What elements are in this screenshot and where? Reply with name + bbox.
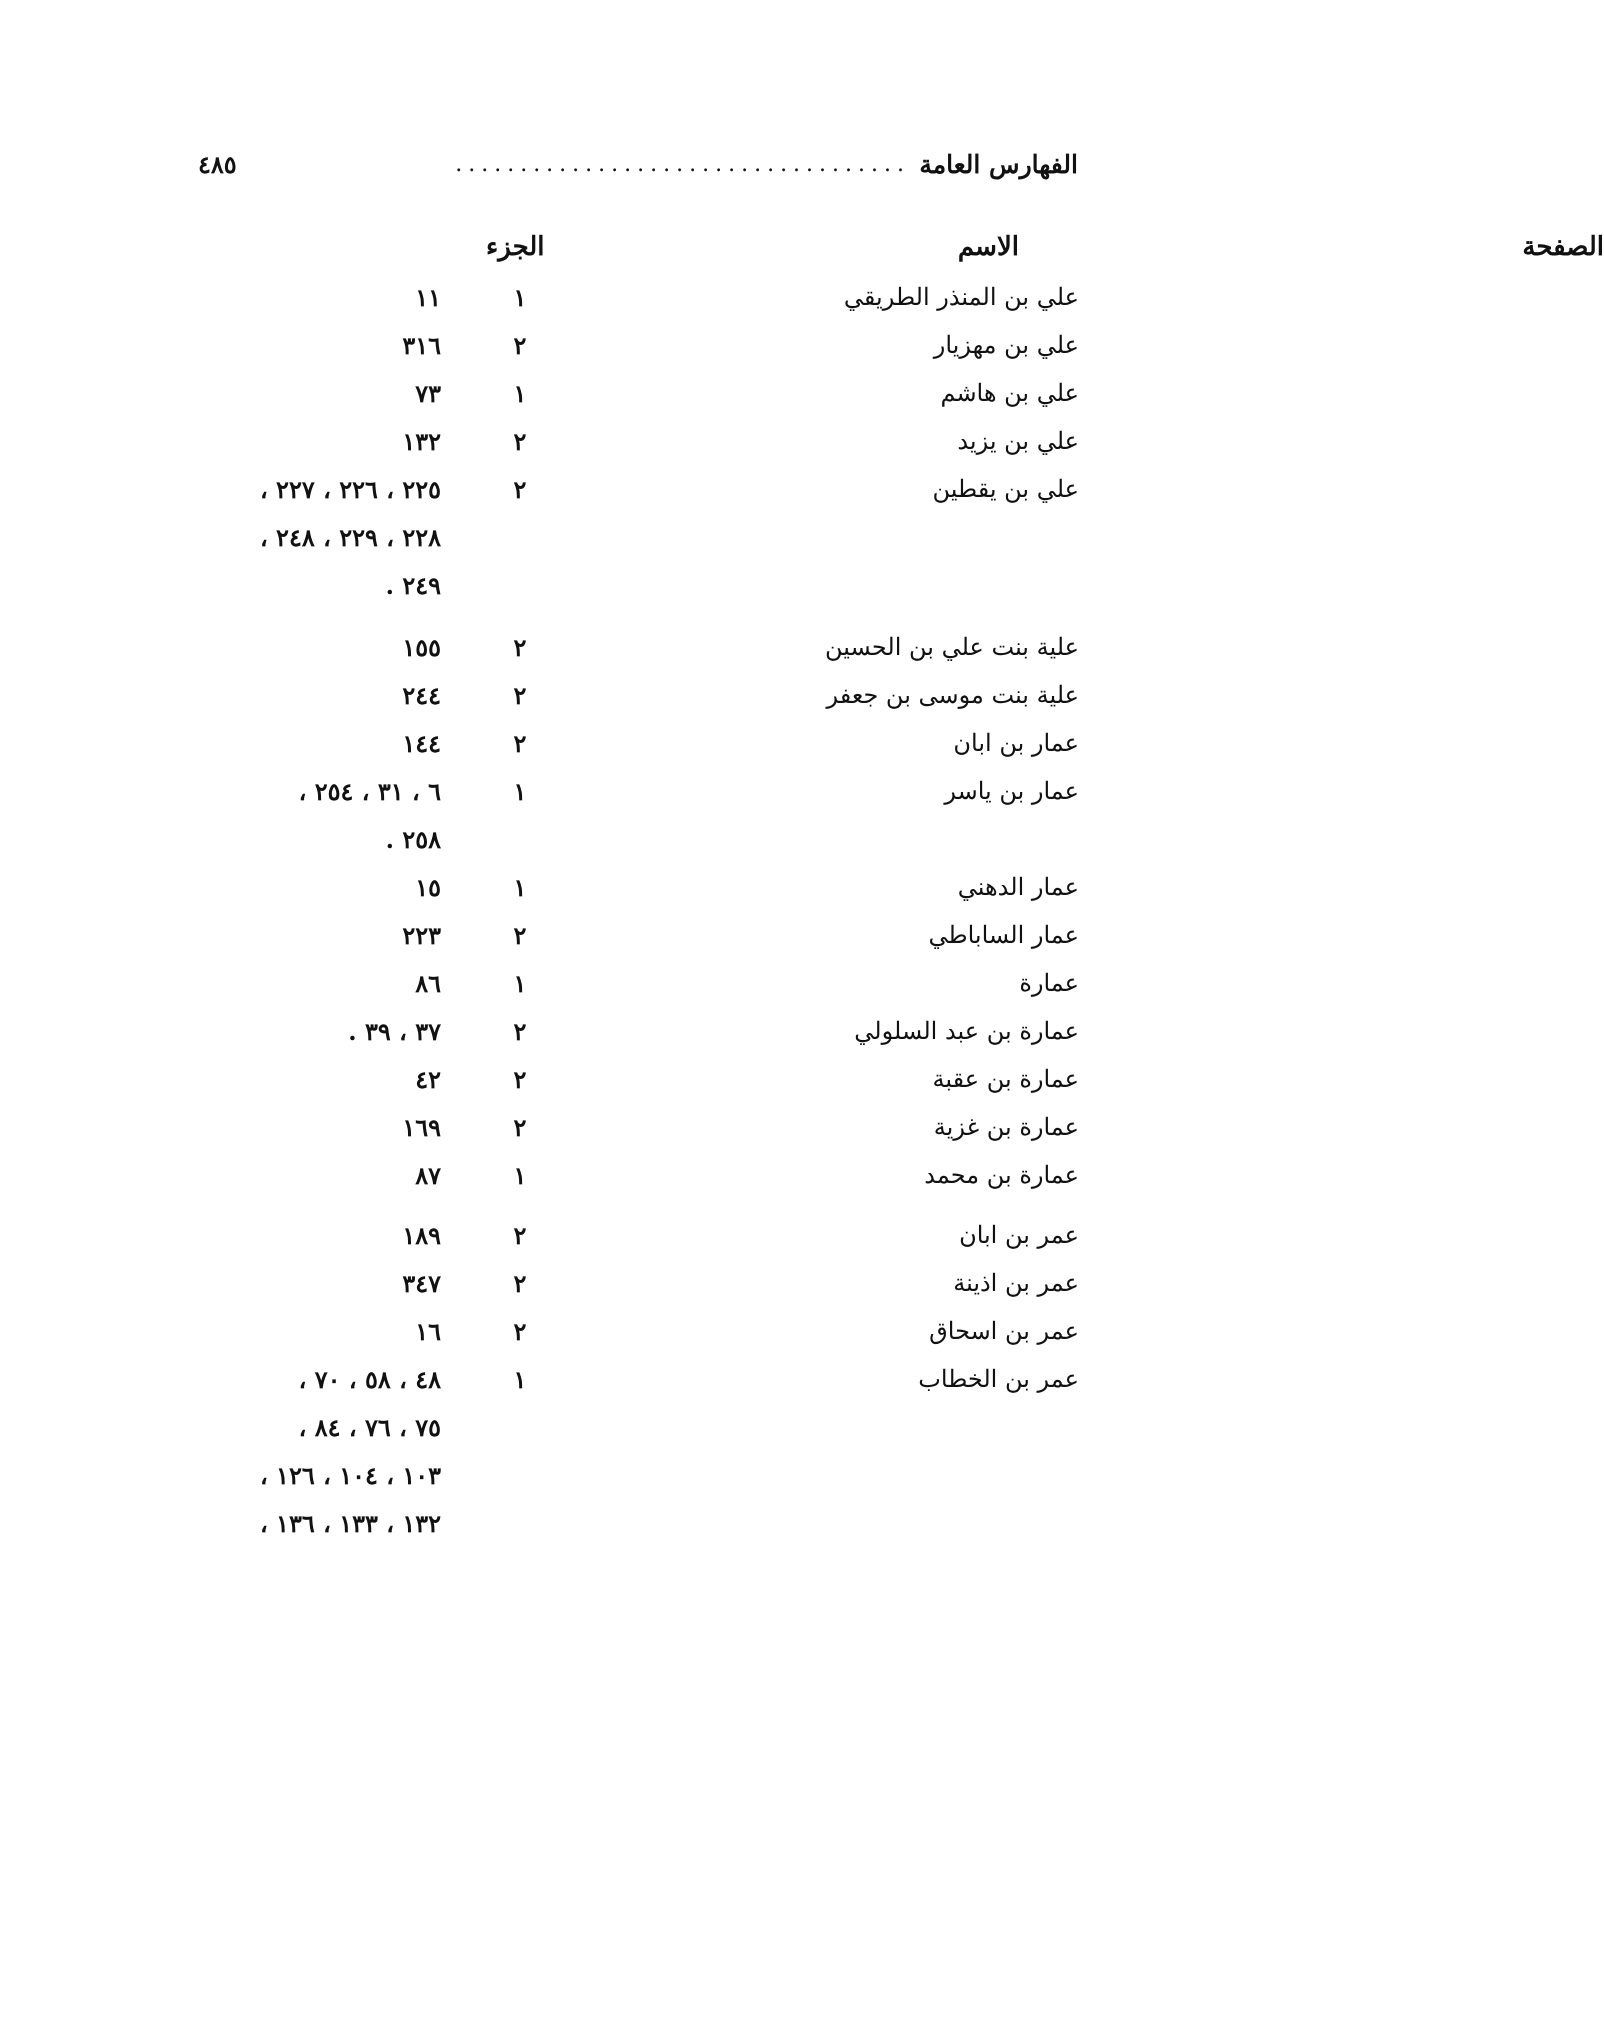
entry-part: ٢ — [513, 1113, 527, 1142]
entry-pages: ٣٤٧ — [402, 1269, 441, 1298]
index-entry-continuation — [0, 523, 1249, 563]
entry-pages: ١٥ — [415, 873, 441, 902]
index-entry-row — [0, 1017, 1249, 1057]
index-entry-row — [0, 1365, 1249, 1405]
index-entry-row — [0, 1113, 1249, 1153]
page-number: ٤٨٥ — [198, 150, 237, 179]
entry-name: علية بنت موسى بن جعفر — [826, 681, 1079, 709]
index-entry-row — [0, 1065, 1249, 1105]
entry-name: عمر بن اسحاق — [929, 1317, 1079, 1345]
entry-pages: ٤٢ — [415, 1065, 441, 1094]
entry-part: ٢ — [513, 427, 527, 456]
index-entry-continuation — [0, 825, 1249, 865]
index-entry-continuation — [0, 1413, 1249, 1453]
entry-pages: ٢٢٨ ، ٢٢٩ ، ٢٤٨ ، — [259, 523, 441, 552]
index-entry-row — [0, 331, 1249, 371]
entry-name: علي بن يقطين — [932, 475, 1079, 503]
entry-part: ١ — [513, 379, 527, 408]
entry-pages: ١٣٢ ، ١٣٣ ، ١٣٦ ، — [259, 1509, 441, 1538]
entry-pages: ٣٧ ، ٣٩ . — [348, 1017, 441, 1046]
entry-pages: ١٥٥ — [402, 633, 441, 662]
entry-name: علي بن هاشم — [940, 379, 1079, 407]
index-entry-row — [0, 921, 1249, 961]
entry-pages: ٢٢٣ — [402, 921, 441, 950]
index-entry-continuation — [0, 571, 1249, 611]
entry-name: عمارة بن محمد — [924, 1161, 1079, 1189]
running-header — [198, 150, 1078, 190]
entry-name: عمار الساباطي — [928, 921, 1079, 949]
index-entry-row — [0, 427, 1249, 467]
index-entry-row — [0, 1221, 1249, 1261]
index-entry-continuation — [0, 1461, 1249, 1501]
entry-name: عمارة بن عقبة — [932, 1065, 1079, 1093]
entry-part: ١ — [513, 1161, 527, 1190]
entry-name: علي بن مهزيار — [933, 331, 1079, 359]
entry-name: عمارة — [1019, 969, 1079, 997]
index-entry-row — [0, 1161, 1249, 1201]
entry-part: ٢ — [513, 921, 527, 950]
entry-pages: ١٤٤ — [402, 729, 441, 758]
index-entry-row — [0, 633, 1249, 673]
entry-pages: ٢٤٤ — [402, 681, 441, 710]
entry-part: ٢ — [513, 681, 527, 710]
entry-pages: ١٠٣ ، ١٠٤ ، ١٢٦ ، — [259, 1461, 441, 1490]
entry-part: ١ — [513, 283, 527, 312]
entry-part: ٢ — [513, 1317, 527, 1346]
entry-pages: ١٣٢ — [402, 427, 441, 456]
column-header-name: الاسم — [957, 232, 1019, 262]
column-header-page: الصفحة — [1522, 232, 1604, 262]
entry-pages: ٧٥ ، ٧٦ ، ٨٤ ، — [298, 1413, 441, 1442]
entry-name: عمر بن الخطاب — [918, 1365, 1079, 1393]
index-entry-row — [0, 873, 1249, 913]
entry-pages: ١٨٩ — [402, 1221, 441, 1250]
entry-pages: ٢٥٨ . — [385, 825, 441, 854]
entry-name: علية بنت علي بن الحسين — [825, 633, 1079, 661]
entry-pages: ٢٤٩ . — [385, 571, 441, 600]
index-entry-row — [0, 777, 1249, 817]
entry-pages: ٨٦ — [415, 969, 441, 998]
entry-part: ٢ — [513, 729, 527, 758]
index-entry-row — [0, 681, 1249, 721]
entry-part: ٢ — [513, 1269, 527, 1298]
entry-part: ٢ — [513, 1065, 527, 1094]
entry-name: علي بن يزيد — [957, 427, 1079, 455]
header-leader-dots: ................................... — [455, 152, 910, 177]
entry-part: ١ — [513, 873, 527, 902]
entry-name: عمارة بن غزية — [933, 1113, 1079, 1141]
entry-part: ١ — [513, 969, 527, 998]
entry-pages: ٤٨ ، ٥٨ ، ٧٠ ، — [298, 1365, 441, 1394]
entry-name: عمارة بن عبد السلولي — [854, 1017, 1079, 1045]
entry-pages: ٢٢٥ ، ٢٢٦ ، ٢٢٧ ، — [259, 475, 441, 504]
entry-part: ١ — [513, 1365, 527, 1394]
entry-part: ٢ — [513, 1017, 527, 1046]
entry-pages: ٧٣ — [415, 379, 441, 408]
entry-part: ٢ — [513, 331, 527, 360]
index-entry-row — [0, 1317, 1249, 1357]
entry-part: ٢ — [513, 633, 527, 662]
index-entry-row — [0, 379, 1249, 419]
index-entry-row — [0, 283, 1249, 323]
index-entry-row — [0, 1269, 1249, 1309]
column-header-part: الجزء — [486, 232, 545, 262]
index-entry-row — [0, 729, 1249, 769]
index-entry-row — [0, 969, 1249, 1009]
entry-name: عمار بن ياسر — [944, 777, 1079, 805]
entry-pages: ١٦ — [415, 1317, 441, 1346]
entry-part: ١ — [513, 777, 527, 806]
index-entry-row — [0, 475, 1249, 515]
index-entry-continuation — [0, 1509, 1249, 1549]
entry-pages: ١١ — [415, 283, 441, 312]
entry-name: عمار الدهني — [957, 873, 1079, 901]
entry-pages: ٦ ، ٣١ ، ٢٥٤ ، — [298, 777, 441, 806]
entry-name: عمر بن ابان — [959, 1221, 1079, 1249]
entry-pages: ٣١٦ — [402, 331, 441, 360]
entry-pages: ٨٧ — [415, 1161, 441, 1190]
entry-part: ٢ — [513, 475, 527, 504]
header-title: الفهارس العامة — [919, 150, 1078, 179]
entry-part: ٢ — [513, 1221, 527, 1250]
entry-name: عمر بن اذينة — [953, 1269, 1079, 1297]
entry-pages: ١٦٩ — [402, 1113, 441, 1142]
entry-name: عمار بن ابان — [953, 729, 1079, 757]
entry-name: علي بن المنذر الطريقي — [843, 283, 1079, 311]
